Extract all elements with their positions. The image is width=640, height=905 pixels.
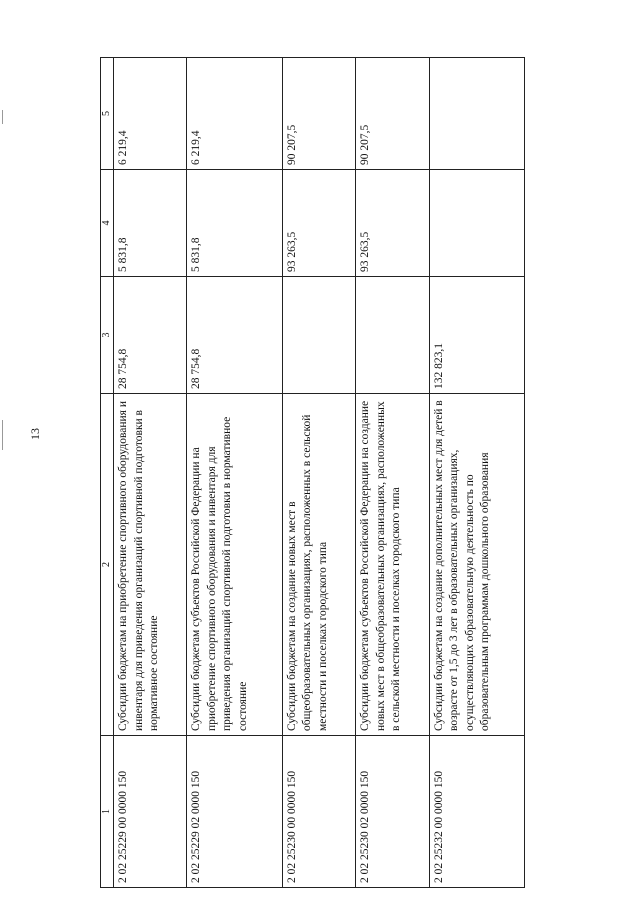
value-col-3: 28 754,8 (187, 277, 282, 394)
column-header-5: 5 (101, 58, 114, 170)
value-col-4: 5 831,8 (114, 170, 187, 277)
scan-edge-mark (2, 420, 3, 450)
item-description: Субсидии бюджетам субъектов Российской Федерации на приобретение спортивного оборудования и инвентаря для приведения организаций спортивной подготовки в нормативное состояние (187, 394, 282, 736)
table-row (282, 58, 355, 888)
table-row (429, 58, 524, 888)
rotated-table-container (100, 58, 525, 888)
budget-code: 2 02 25232 00 0000 150 (429, 736, 524, 888)
table-row (187, 58, 282, 888)
value-col-4: 5 831,8 (187, 170, 282, 277)
value-col-5: 6 219,4 (187, 58, 282, 170)
budget-table (100, 57, 525, 888)
value-col-4 (429, 170, 524, 277)
column-header-3: 3 (101, 277, 114, 394)
page-number: 13 (28, 428, 42, 440)
value-col-4: 93 263,5 (356, 170, 429, 277)
value-col-5: 90 207,5 (356, 58, 429, 170)
budget-code: 2 02 25229 00 0000 150 (114, 736, 187, 888)
value-col-5 (429, 58, 524, 170)
scan-edge-mark (2, 110, 3, 124)
value-col-3 (356, 277, 429, 394)
item-description: Субсидии бюджетам на приобретение спортивного оборудования и инвентаря для приведения организаций спортивной подготовки в нормативное состояние (114, 394, 187, 736)
table-row (114, 58, 187, 888)
value-col-5: 6 219,4 (114, 58, 187, 170)
item-description: Субсидии бюджетам на создание дополнительных мест для детей в возрасте от 1,5 до 3 лет в образовательных организациях, осуществляющих образовательную деятельность по образовательным программам дошкольного образования (429, 394, 524, 736)
item-description: Субсидии бюджетам на создание новых мест в общеобразовательных организациях, расположенных в сельской местности и поселках городского типа (282, 394, 355, 736)
budget-code: 2 02 25230 02 0000 150 (356, 736, 429, 888)
column-header-4: 4 (101, 170, 114, 277)
value-col-5: 90 207,5 (282, 58, 355, 170)
budget-code: 2 02 25229 02 0000 150 (187, 736, 282, 888)
header-row (101, 58, 114, 888)
column-header-2: 2 (101, 394, 114, 736)
table-row (356, 58, 429, 888)
value-col-3 (282, 277, 355, 394)
item-description: Субсидии бюджетам субъектов Российской Федерации на создание новых мест в общеобразовательных организациях, расположенных в сельской местности и поселках городского типа (356, 394, 429, 736)
budget-code: 2 02 25230 00 0000 150 (282, 736, 355, 888)
value-col-4: 93 263,5 (282, 170, 355, 277)
value-col-3: 132 823,1 (429, 277, 524, 394)
value-col-3: 28 754,8 (114, 277, 187, 394)
column-header-1: 1 (101, 736, 114, 888)
